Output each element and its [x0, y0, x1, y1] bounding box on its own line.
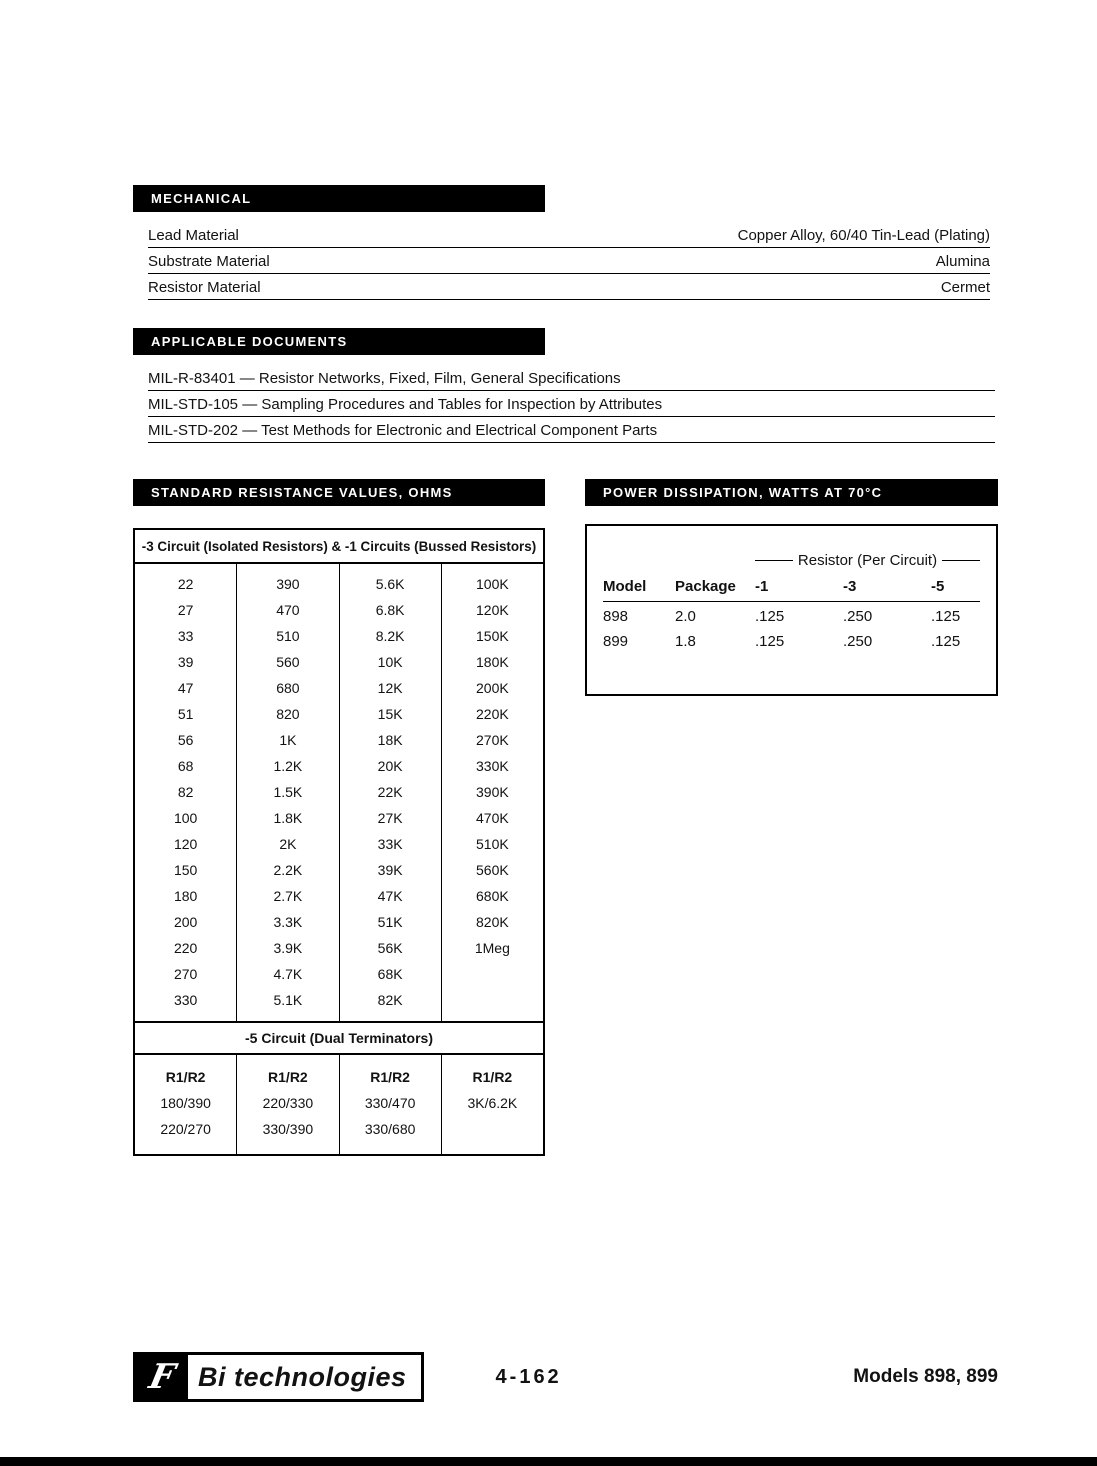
dual-terminator-value: 330/390 — [262, 1121, 314, 1137]
resistance-value: 220K — [476, 706, 509, 722]
power-column-header: -5 — [931, 578, 945, 595]
resistance-value: 56 — [177, 732, 194, 748]
resistance-value: 56K — [377, 940, 403, 956]
resistance-value: 1.5K — [273, 784, 303, 800]
power-table-cell: .125 — [931, 633, 961, 650]
right-rule — [942, 560, 980, 561]
dual-terminator-column — [135, 1055, 237, 1154]
resistance-value: 47K — [377, 888, 403, 904]
power-column-header: Model — [603, 578, 647, 595]
resistance-value: 12K — [377, 680, 403, 696]
applicable-documents-section — [133, 328, 998, 443]
resistance-value: 6.8K — [375, 602, 405, 618]
resistance-value: 180K — [476, 654, 509, 670]
resistance-value — [442, 987, 543, 1013]
resistance-value: 200K — [476, 680, 509, 696]
resistance-values-title: STANDARD RESISTANCE VALUES, OHMS — [151, 485, 453, 500]
left-rule — [755, 560, 793, 561]
resistance-value: 820K — [476, 914, 509, 930]
resistance-value: 820 — [276, 706, 300, 722]
resistance-value: 150 — [173, 862, 198, 878]
dual-terminator-value — [442, 1116, 543, 1142]
spec-label: Lead Material — [148, 227, 239, 244]
logo-text: Bi technologies — [198, 1361, 407, 1392]
dual-terminator-value: 220/270 — [160, 1121, 211, 1137]
r1r2-label: R1/R2 — [165, 1069, 206, 1085]
dual-terminator-column — [442, 1055, 543, 1154]
spec-value: Cermet — [940, 279, 990, 296]
resistance-value: 470 — [276, 602, 300, 618]
page-footer — [133, 1352, 998, 1402]
resistance-value: 33 — [177, 628, 194, 644]
resistance-value: 22K — [377, 784, 403, 800]
mechanical-section-header — [133, 185, 545, 212]
power-table-cell: .250 — [843, 633, 873, 650]
power-table-cell: .250 — [843, 608, 873, 625]
resistance-value: 68 — [177, 758, 194, 774]
documents-list — [148, 365, 995, 443]
resistance-value: 100 — [173, 810, 198, 826]
power-table-row — [603, 627, 980, 652]
resistance-value: 51K — [377, 914, 403, 930]
power-rows — [603, 602, 980, 652]
resistance-values-header-bar — [133, 479, 545, 506]
resistance-value: 100K — [476, 576, 509, 592]
resistance-value: 120 — [173, 836, 198, 852]
power-header-row — [603, 569, 980, 602]
resistance-table — [133, 528, 545, 1156]
logo-f-glyph: F — [145, 1357, 179, 1397]
resistance-grid — [135, 564, 543, 1021]
spec-value: Copper Alloy, 60/40 Tin-Lead (Plating) — [737, 227, 990, 244]
power-column-header: -1 — [755, 578, 769, 595]
resistance-values-section — [133, 479, 545, 1156]
resistance-column — [237, 564, 339, 1021]
resistance-value: 1.2K — [273, 758, 303, 774]
resistance-value: 18K — [377, 732, 403, 748]
spec-value: Alumina — [935, 253, 990, 270]
tables-zone — [133, 479, 998, 1156]
power-table-cell: .125 — [931, 608, 961, 625]
power-table-cell: .125 — [755, 633, 785, 650]
dual-terminator-value: 180/390 — [160, 1095, 211, 1111]
dual-terminator-value: 3K/6.2K — [467, 1095, 518, 1111]
power-column-header: Package — [675, 578, 736, 595]
dual-terminator-column — [340, 1055, 442, 1154]
dual-terminator-value: 330/680 — [364, 1121, 416, 1137]
spec-label: Resistor Material — [148, 279, 261, 296]
power-table-cell: 2.0 — [675, 608, 696, 625]
resistance-value: 330K — [476, 758, 509, 774]
power-dissipation-header-bar — [585, 479, 998, 506]
power-dissipation-section — [585, 479, 998, 1156]
resistance-value: 27K — [377, 810, 403, 826]
resistor-per-circuit-label: Resistor (Per Circuit) — [797, 552, 938, 569]
resistance-value: 5.6K — [375, 576, 405, 592]
resistance-value: 10K — [377, 654, 403, 670]
power-table-row — [603, 602, 980, 627]
resistance-table-header: -3 Circuit (Isolated Resistors) & -1 Circuits (Bussed Resistors) — [135, 530, 543, 564]
resistance-value: 200 — [173, 914, 198, 930]
resistance-value: 15K — [377, 706, 403, 722]
dual-terminator-column — [237, 1055, 339, 1154]
resistance-value: 120K — [476, 602, 509, 618]
power-table-cell: 898 — [603, 608, 629, 625]
resistance-column — [340, 564, 442, 1021]
resistance-value: 390K — [476, 784, 509, 800]
resistance-value: 2K — [279, 836, 297, 852]
page-number: 4-162 — [495, 1365, 562, 1388]
spec-row — [148, 248, 990, 274]
resistance-value: 20K — [377, 758, 403, 774]
resistance-value: 150K — [476, 628, 509, 644]
resistance-value: 560 — [276, 654, 300, 670]
bi-technologies-logo — [133, 1352, 424, 1402]
resistance-value: 1K — [279, 732, 297, 748]
resistance-value — [442, 961, 543, 987]
document-item: MIL-STD-202 — Test Methods for Electronic and Electrical Component Parts — [148, 417, 995, 443]
resistance-value: 680K — [476, 888, 509, 904]
spec-label: Substrate Material — [148, 253, 270, 270]
dual-grid — [135, 1055, 543, 1154]
power-dissipation-title: POWER DISSIPATION, WATTS AT 70°C — [603, 485, 883, 500]
power-dissipation-table — [585, 524, 998, 696]
resistance-value: 1.8K — [273, 810, 303, 826]
resistor-per-circuit-label-row — [755, 552, 980, 569]
resistance-value: 4.7K — [273, 966, 303, 982]
resistance-value: 270K — [476, 732, 509, 748]
dual-terminators-header: -5 Circuit (Dual Terminators) — [135, 1021, 543, 1055]
resistance-value: 270 — [173, 966, 198, 982]
bottom-black-strip — [0, 1457, 1097, 1466]
resistance-value: 330 — [173, 992, 198, 1008]
resistance-value: 220 — [173, 940, 198, 956]
resistance-value: 180 — [173, 888, 198, 904]
resistance-value: 27 — [177, 602, 194, 618]
dual-terminator-value: 330/470 — [364, 1095, 416, 1111]
resistance-value: 47 — [177, 680, 194, 696]
resistance-value: 22 — [177, 576, 194, 592]
resistance-value: 510K — [476, 836, 509, 852]
document-item: MIL-R-83401 — Resistor Networks, Fixed, Film, General Specifications — [148, 365, 995, 391]
mechanical-title: MECHANICAL — [151, 191, 252, 206]
resistance-value: 680 — [276, 680, 300, 696]
power-table-cell: 899 — [603, 633, 629, 650]
resistance-value: 390 — [276, 576, 300, 592]
page-content — [133, 185, 998, 1156]
resistance-value: 51 — [177, 706, 194, 722]
resistance-column — [135, 564, 237, 1021]
resistance-value: 2.7K — [273, 888, 303, 904]
document-item: MIL-STD-105 — Sampling Procedures and Tables for Inspection by Attributes — [148, 391, 995, 417]
power-table-cell: 1.8 — [675, 633, 696, 650]
resistance-value: 470K — [476, 810, 509, 826]
resistance-value: 5.1K — [273, 992, 303, 1008]
resistance-value: 39K — [377, 862, 403, 878]
resistance-value: 2.2K — [273, 862, 303, 878]
resistance-value: 3.3K — [273, 914, 303, 930]
resistance-value: 68K — [377, 966, 403, 982]
resistance-value: 33K — [377, 836, 403, 852]
r1r2-label: R1/R2 — [268, 1069, 308, 1085]
resistance-value: 560K — [476, 862, 509, 878]
models-label: Models 898, 899 — [853, 1366, 998, 1387]
resistance-value: 82K — [377, 992, 403, 1008]
mechanical-rows — [148, 222, 990, 300]
bi-logo-icon — [136, 1355, 188, 1399]
resistance-value: 1Meg — [474, 940, 510, 956]
resistance-column — [442, 564, 543, 1021]
mechanical-section — [133, 185, 998, 300]
resistance-value: 3.9K — [273, 940, 303, 956]
resistance-value: 39 — [177, 654, 194, 670]
applicable-documents-title: APPLICABLE DOCUMENTS — [151, 334, 348, 349]
power-table-cell: .125 — [755, 608, 785, 625]
dual-terminator-value: 220/330 — [262, 1095, 314, 1111]
resistance-value: 82 — [177, 784, 194, 800]
resistance-value: 510 — [276, 628, 300, 644]
r1r2-label: R1/R2 — [472, 1069, 513, 1085]
spec-row — [148, 222, 990, 248]
applicable-documents-header — [133, 328, 545, 355]
resistance-value: 8.2K — [375, 628, 405, 644]
r1r2-label: R1/R2 — [370, 1069, 410, 1085]
power-column-header: -3 — [843, 578, 857, 595]
spec-row — [148, 274, 990, 300]
